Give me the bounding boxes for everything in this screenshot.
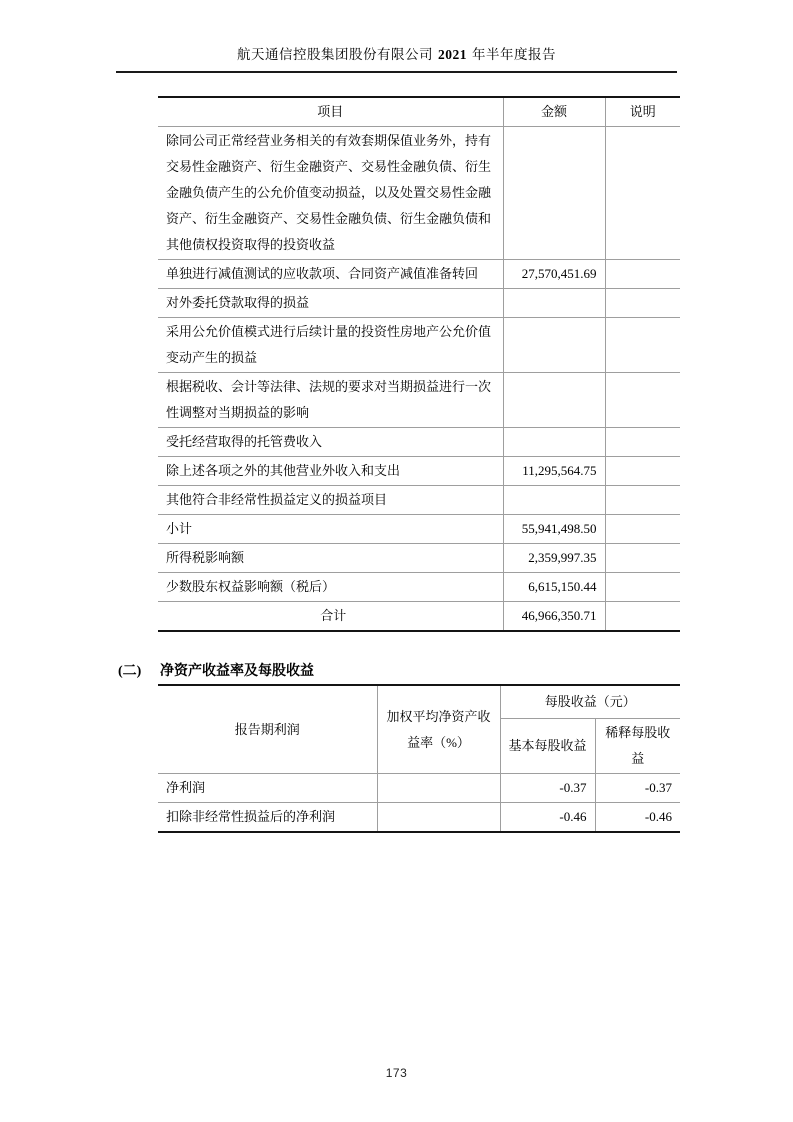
note-cell [605,544,680,573]
table-row [158,373,680,428]
table-header-row [158,97,680,127]
table-row [158,457,680,486]
col-header-report-profit: 报告期利润 [158,685,377,774]
col-header-eps-group: 每股收益（元） [500,685,680,719]
section-index: (二) [118,664,142,679]
running-head [116,0,677,73]
note-cell [605,602,680,632]
note-cell [605,428,680,457]
amount-cell: 27,570,451.69 [503,260,605,289]
item-cell: 其他符合非经常性损益定义的损益项目 [158,486,503,515]
item-cell: 除上述各项之外的其他营业外收入和支出 [158,457,503,486]
amount-cell: 46,966,350.71 [503,602,605,632]
table-row [158,127,680,260]
note-cell [605,486,680,515]
item-cell: 少数股东权益影响额（税后） [158,573,503,602]
item-cell: 合计 [320,608,347,623]
amount-cell: 55,941,498.50 [503,515,605,544]
table-row [158,260,680,289]
col-header-weighted-roe: 加权平均净资产收益率（%） [377,685,500,774]
table-row-total [158,602,680,632]
roe-cell [377,803,500,833]
eps-table [158,684,680,833]
table-row [158,573,680,602]
amount-cell: 6,615,150.44 [503,573,605,602]
table-row [158,544,680,573]
eps-row [158,803,680,833]
item-cell: 对外委托贷款取得的损益 [158,289,503,318]
header-report-year: 2021 [438,47,467,62]
item-cell: 采用公允价值模式进行后续计量的投资性房地产公允价值变动产生的损益 [158,318,503,373]
eps-row [158,774,680,803]
header-report-type: 年半年度报告 [472,47,556,62]
col-header-diluted-eps: 稀释每股收益 [595,719,680,774]
header-company-name: 航天通信控股集团股份有限公司 [237,47,433,62]
note-cell [605,289,680,318]
item-cell: 受托经营取得的托管费收入 [158,428,503,457]
table-row [158,486,680,515]
page-number: 173 [385,1066,408,1080]
note-cell [605,260,680,289]
eps-header-row-1 [158,685,680,719]
nonrecurring-items-table [158,96,680,632]
amount-cell [503,428,605,457]
col-header-note: 说明 [605,97,680,127]
item-cell: 小计 [158,515,503,544]
amount-cell [503,318,605,373]
roe-cell [377,774,500,803]
item-cell: 净利润 [158,774,377,803]
note-cell [605,573,680,602]
diluted-eps-cell: -0.46 [595,803,680,833]
table-row [158,289,680,318]
note-cell [605,515,680,544]
note-cell [605,373,680,428]
table-row [158,318,680,373]
item-cell: 扣除非经常性损益后的净利润 [166,809,336,824]
note-cell [605,457,680,486]
amount-cell [503,289,605,318]
table-row-subtotal [158,515,680,544]
item-cell: 所得税影响额 [158,544,503,573]
diluted-eps-cell: -0.37 [595,774,680,803]
amount-cell: 11,295,564.75 [503,457,605,486]
amount-cell: 2,359,997.35 [503,544,605,573]
note-cell [605,127,680,260]
basic-eps-cell: -0.46 [500,803,595,833]
item-cell: 除同公司正常经营业务相关的有效套期保值业务外，持有交易性金融资产、衍生金融资产、交易性金融负债、衍生金融负债产生的公允价值变动损益，以及处置交易性金融资产、衍生金融资产、交易性金融负债、衍生金融负债和其他债权投资取得的投资收益 [158,127,503,260]
amount-cell [503,127,605,260]
basic-eps-cell: -0.37 [500,774,595,803]
section-title: 净资产收益率及每股收益 [160,664,314,679]
item-cell: 根据税收、会计等法律、法规的要求对当期损益进行一次性调整对当期损益的影响 [158,373,503,428]
section-heading [118,662,793,681]
amount-cell [503,486,605,515]
note-cell [605,318,680,373]
table-row [158,428,680,457]
col-header-basic-eps: 基本每股收益 [500,719,595,774]
col-header-item: 项目 [158,97,503,127]
col-header-amount: 金额 [503,97,605,127]
item-cell: 单独进行减值测试的应收款项、合同资产减值准备转回 [158,260,503,289]
amount-cell [503,373,605,428]
